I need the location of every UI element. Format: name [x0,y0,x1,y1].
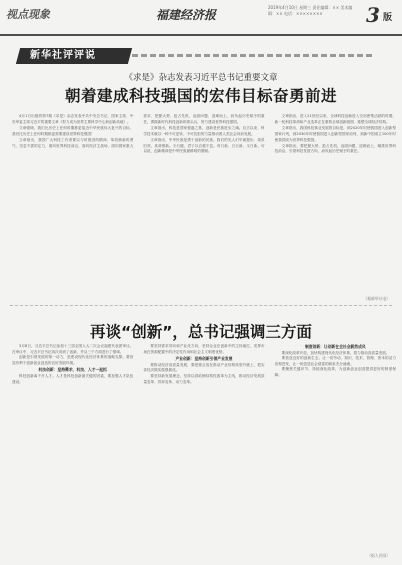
paragraph: 文章指出，进入21世纪以来，全球科技创新进入空前密集活跃的时期，新一轮科技革命和产业变革正在重构全球创新版图、重塑全球经济结构。 [274,114,396,124]
paragraph: 创新是引领发展的第一动力，是建设现代化经济体系的战略支撑。要营造有利于创新创业创造的良好发展环境。 [12,355,134,365]
article2-source: （据人民网） [367,553,390,558]
section-heading: 科技创新：坚持需求、科技、人才一起抓 [38,367,107,373]
paragraph: 要坚持需求导向和产业化方向，坚持企业在创新中的主体地位，发挥市场在资源配置中的决定性作用和社会主义制度优势。 [143,344,265,354]
page-suffix: 版 [383,13,393,23]
article-divider [10,305,392,306]
section-heading: 产业创新：坚持创新引领产业发展 [175,356,233,362]
paragraph: 3月8日，习近平总书记参加十三届全国人大二次会议福建代表团审议。在审议中，习近平总书记再次谈到了创新，并从三个方面进行了强调。 [12,344,134,354]
article1-title: 朝着建成科技强国的宏伟目标奋勇前进 [64,87,337,105]
paragraph: 要聚焦关键环节，持续深化改革，为创新创业创造提供更好的制度保障。 [274,367,396,377]
paragraph: 文章指出，要把握大势、抢占先机，直面问题、迎难而上，瞄准世界科技前沿，引领科技发展方向，肩负起历史赋予的重任。 [274,143,396,154]
paragraph: 要推动经济高质量发展，要把重点放在推动产业结构转型升级上，把实体经济做实做强做优。 [143,362,265,373]
masthead [0,0,402,36]
masthead-meta: 2019年4月10日 星期三 责任编辑：×× 美术编辑：×× 电话：×××××××× [268,5,353,16]
paragraph: 科技创新离不开人才。人才是科技创新最关键的因素，要加强人才队伍建设。 [12,373,134,384]
column-banner-label: 新华社评评说 [30,50,96,61]
paragraph: 4月1日出版的第7期《求是》杂志发表中共中央总书记、国家主席、中央军委主席习近平的重要文章《努力成为世界主要科学中心和创新高地》。 [12,114,134,124]
paragraph: 文章指出，中华民族是勇于创新的民族。我们的先人们早就提出：周虽旧邦，其命维新。天行健，君子以自强不息。苟日新，日日新，又日新。可以说，创新精神是中华民族最鲜明的禀赋。 [143,137,265,154]
paragraph: 文章指出，科技是国家强盛之基，创新是民族进步之魂。自古以来，科学技术就以一种不可逆转、不可抗拒的力量推动着人类社会向前发展。 [143,125,265,136]
paragraph: 要营造良好的创新生态，让一切劳动、知识、技术、管理、资本的活力竞相迸发，让一切创造社会财富的源泉充分涌流。 [274,356,396,366]
paragraph: 文章强调，我们比历史上任何时期都更接近中华民族伟大复兴的目标，我们比历史上任何时期都更需要建设世界科技强国！ [12,125,134,136]
paragraph: 要深化改革开放，加快构建现代化经济体系，着力推动高质量发展。 [281,350,390,355]
article1-supertitle: 《求是》杂志发表习近平总书记重要文章 [124,73,278,83]
banner-decoration [132,54,372,57]
paragraph: 要坚持新发展理念，坚持以供给侧结构性改革为主线，推动经济发展质量变革、效率变革、动力变革。 [143,373,265,384]
article2-body [12,344,396,557]
paragraph: 文章指出，我国广大科技工作者要以与时俱进的精神、革故鼎新的勇气、坚忍不拔的定力，面向世界科技前沿、面向经济主战场、面向国家重大需求，把握大势、抢占先机，直面问题、迎难而上，肩负起历史赋予的重任，勇做新时代科技创新的排头兵，努力建设世界科技强国。 [12,114,265,148]
section-heading: 制度创新：让创新在全社会蔚然成风 [304,344,366,349]
page-number: 3 [366,3,380,27]
section-label: 视点现象 [6,8,50,21]
newspaper-title: 福建经济报 [156,8,217,22]
article1-body [12,114,396,300]
paragraph: 文章指出，我国科技事业发展的目标是，到2020年时使我国进入创新型国家行列，到2030年时使我国进入创新型国家前列，到新中国成立100年时使我国成为世界科技强国。 [274,125,396,142]
article1-source: （据新华社电） [363,296,390,301]
article2-title: 再谈“创新”，总书记强调三方面 [90,323,312,341]
